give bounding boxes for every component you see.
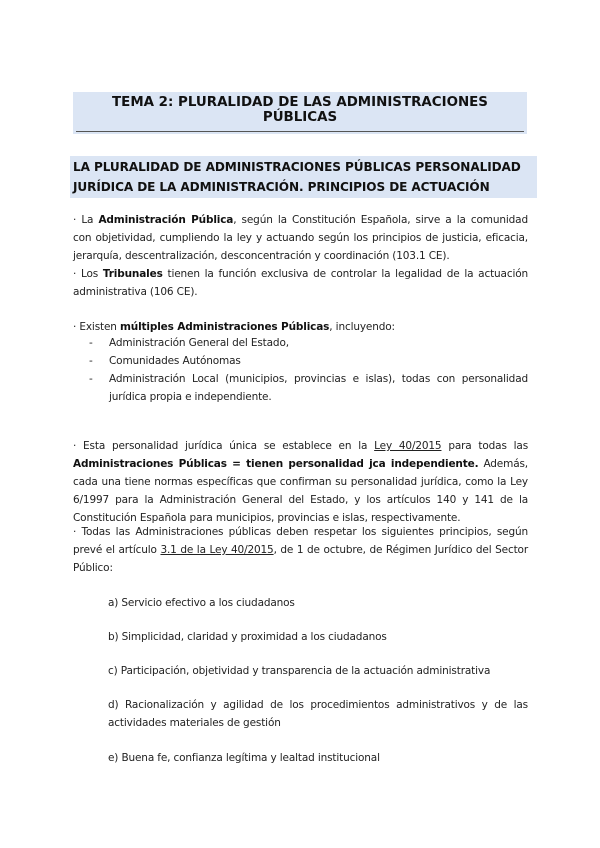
articulo-3-1-link[interactable]: 3.1 de la Ley 40/2015 <box>160 544 274 556</box>
p4-bold: Administraciones Públicas = tienen personalidad jca independiente. <box>73 458 479 470</box>
title-underline-rule <box>76 131 524 132</box>
principle-item: e) Buena fe, confianza legítima y lealtad institucional <box>108 752 380 764</box>
p2-bold: Tribunales <box>102 268 163 280</box>
p5-prefix: · Todas las Administraciones públicas deben respetar los siguientes principios, según prevé el artículo <box>73 526 528 556</box>
list-dash: - <box>89 355 93 367</box>
p3-rest: , incluyendo: <box>329 321 395 333</box>
paragraph-principios <box>73 523 528 577</box>
list-item-text: Administración Local (municipios, provincias e islas), todas con personalidad jurídica propia e independiente. <box>109 373 528 403</box>
p3-bold: múltiples Administraciones Públicas <box>119 321 330 333</box>
p3-prefix: · Existen <box>73 321 120 333</box>
p4-prefix: · Esta personalidad jurídica única se establece en la <box>73 440 375 452</box>
p4-rest: Además, cada una tiene normas específicas que confirman su personalidad jurídica, como la Ley 6/1997 para la Administración General del Estado, y los artículos 140 y 141 de la Constitución Española para municipios, provincias e islas, respectivamente. <box>73 458 528 524</box>
list-item <box>73 352 528 370</box>
paragraph-administracion <box>73 211 528 265</box>
principle-item: c) Participación, objetividad y transparencia de la actuación administrativa <box>108 665 491 677</box>
list-item-text: Administración General del Estado, <box>109 337 289 349</box>
principle-item: d) Racionalización y agilidad de los procedimientos administrativos y de las actividades materiales de gestión <box>108 699 528 729</box>
p1-rest: , según la Constitución Española, sirve a la comunidad con objetividad, cumpliendo la ley y actuando según los principios de justicia, eficacia, jerarquía, descentralización, desconcentración y coordinación (103.1 CE). <box>73 214 528 262</box>
principle-item: b) Simplicidad, claridad y proximidad a los ciudadanos <box>108 631 387 643</box>
p1-bold: Administración Pública <box>98 214 234 226</box>
page-title: TEMA 2: PLURALIDAD DE LAS ADMINISTRACIONES PÚBLICAS <box>112 95 488 125</box>
p4-mid: para todas las <box>441 440 529 452</box>
list-dash: - <box>89 337 93 349</box>
title-highlight <box>73 92 527 134</box>
paragraph-tribunales <box>73 265 528 301</box>
list-item <box>73 334 528 352</box>
p1-prefix: · La <box>73 214 99 226</box>
paragraph-personalidad <box>73 437 528 527</box>
ley-40-2015-link[interactable]: Ley 40/2015 <box>374 440 442 452</box>
list-item-text: Comunidades Autónomas <box>109 355 241 367</box>
p2-prefix: · Los <box>73 268 103 280</box>
p2-rest: tienen la función exclusiva de controlar la legalidad de la actuación administrativa (106 CE). <box>73 268 528 298</box>
section-heading: LA PLURALIDAD DE ADMINISTRACIONES PÚBLICAS PERSONALIDAD JURÍDICA DE LA ADMINISTRACIÓN. PRINCIPIOS DE ACTUACIÓN <box>70 156 537 198</box>
principle-item: a) Servicio efectivo a los ciudadanos <box>108 597 295 609</box>
p5-rest: , de 1 de octubre, de Régimen Jurídico del Sector Público: <box>73 544 528 574</box>
administraciones-list <box>73 334 528 406</box>
list-item <box>73 370 528 406</box>
list-dash: - <box>89 373 93 385</box>
